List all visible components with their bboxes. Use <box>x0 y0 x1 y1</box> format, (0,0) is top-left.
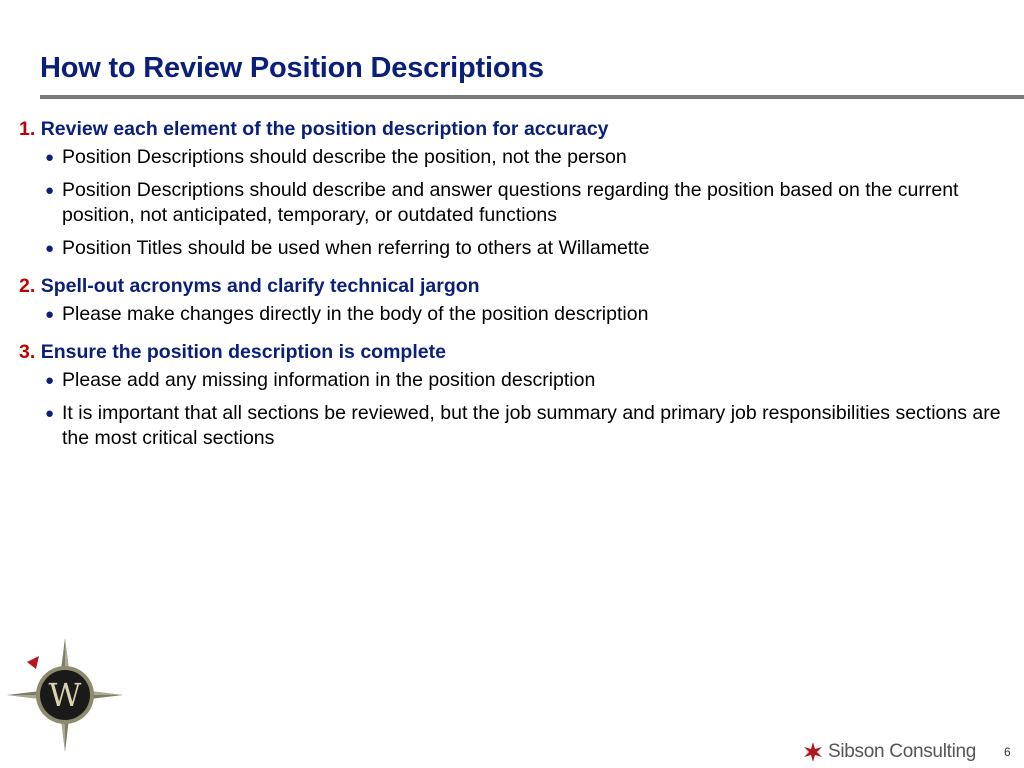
bullet-dot-icon: ● <box>45 405 55 422</box>
page-number: 6 <box>1004 745 1011 759</box>
section-heading-text: Ensure the position description is complete <box>40 341 446 363</box>
section-3 <box>19 339 1009 451</box>
title-divider <box>40 95 1024 99</box>
section-heading-text: Review each element of the position description for accuracy <box>40 118 609 140</box>
bullet-text: Position Titles should be used when referring to others at Willamette <box>62 237 650 259</box>
section-number: 1. <box>19 118 36 140</box>
brand-name: Sibson Consulting <box>828 741 977 762</box>
bullet-text: Position Descriptions should describe the position, not the person <box>62 146 627 168</box>
slide-content <box>19 116 1009 463</box>
bullet-item <box>19 302 1009 327</box>
sibson-brand <box>802 738 976 766</box>
section-number: 3. <box>19 341 36 363</box>
section-heading <box>19 273 1009 299</box>
logo-letter: W <box>48 676 82 714</box>
bullet-dot-icon: ● <box>45 306 55 323</box>
bullet-text: Please add any missing information in the position description <box>62 369 596 391</box>
bullet-item <box>19 401 1009 451</box>
bullet-list <box>19 302 1009 327</box>
bullet-dot-icon: ● <box>45 240 55 257</box>
sibson-star-icon <box>802 741 824 763</box>
bullet-dot-icon: ● <box>45 182 55 199</box>
section-number: 2. <box>19 275 36 297</box>
bullet-item <box>19 368 1009 393</box>
bullet-dot-icon: ● <box>45 372 55 389</box>
bullet-dot-icon: ● <box>45 149 55 166</box>
section-2 <box>19 273 1009 327</box>
section-heading <box>19 339 1009 365</box>
willamette-compass-logo-icon <box>5 636 125 754</box>
bullet-text: Position Descriptions should describe and answer questions regarding the position based on the current position, not anticipated, temporary, or outdated functions <box>62 179 959 226</box>
bullet-text: It is important that all sections be reviewed, but the job summary and primary job responsibilities sections are the most critical sections <box>62 402 1001 449</box>
section-heading <box>19 116 1009 142</box>
section-1 <box>19 116 1009 261</box>
bullet-list <box>19 145 1009 261</box>
bullet-item <box>19 236 1009 261</box>
bullet-text: Please make changes directly in the body of the position description <box>62 303 649 325</box>
section-heading-text: Spell-out acronyms and clarify technical jargon <box>40 275 480 297</box>
bullet-item <box>19 178 1009 228</box>
slide-title: How to Review Position Descriptions <box>40 52 544 84</box>
bullet-list <box>19 368 1009 451</box>
bullet-item <box>19 145 1009 170</box>
